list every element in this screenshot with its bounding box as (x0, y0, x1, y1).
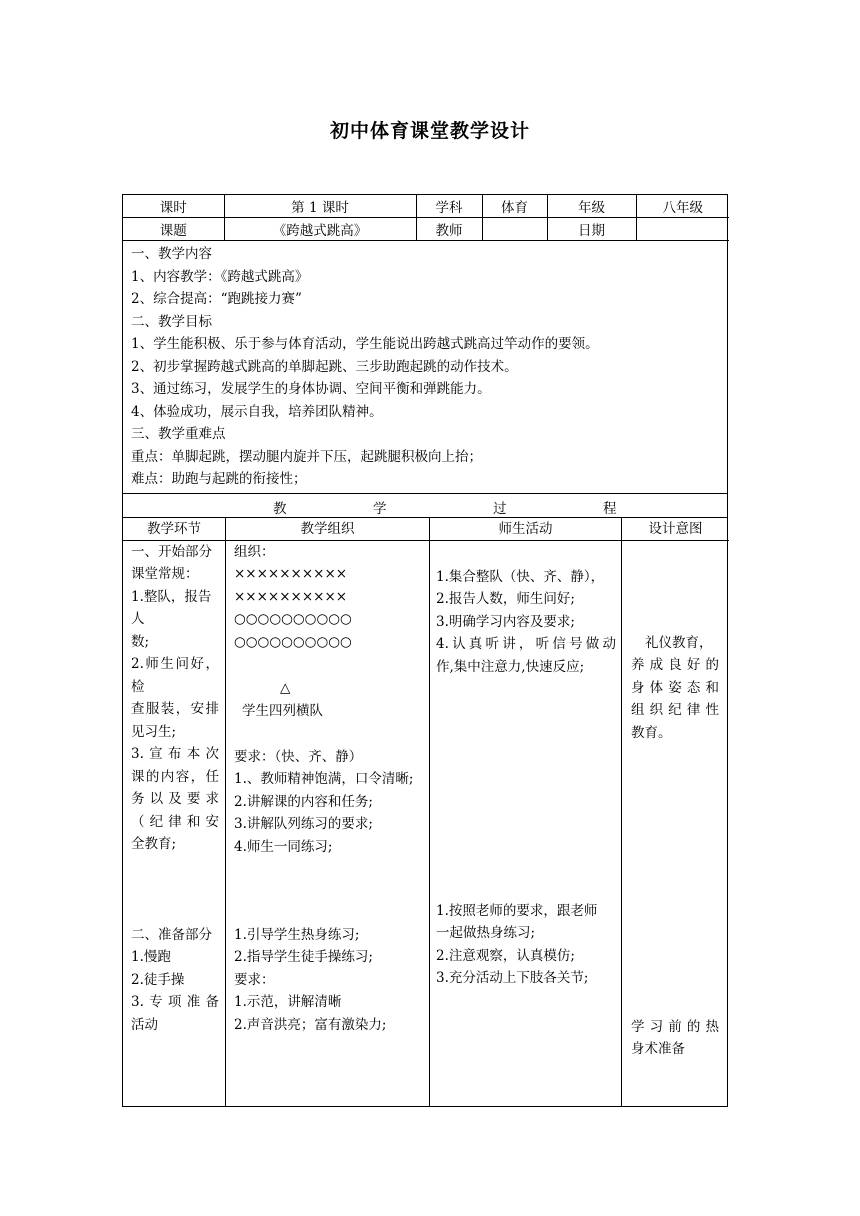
stage-1-line: 1.整队，报告人 (131, 588, 212, 627)
intent-2-line: 身术准备 (631, 1041, 685, 1057)
activity-1-line: 4.认真听讲，听信号做动 (436, 636, 616, 652)
intent-1-line: 教育。 (631, 724, 672, 741)
stage-2-text (131, 924, 219, 1037)
column-header-organization: 教学组织 (226, 518, 429, 541)
process-char: 学 (373, 500, 387, 517)
teacher-position-triangle: △ (280, 679, 291, 696)
intent-1-line: 礼仪教育， (645, 634, 713, 651)
org-2-line: 要求： (234, 971, 275, 988)
stage-1-line: 查服装，安排 (131, 701, 219, 717)
activity-2-line: 2.注意观察，认真模仿; (436, 947, 575, 964)
activity-1-line: 1.集合整队（快、齐、静）， (436, 568, 605, 585)
org-line: ○○○○○○○○○○ (234, 633, 352, 650)
column-header-activity: 师生活动 (430, 518, 621, 541)
intent-2-text (631, 1016, 719, 1061)
activity-2-line: 一起做热身练习; (436, 925, 536, 941)
formation-caption: 学生四列横队 (242, 702, 323, 719)
value-teacher (482, 218, 547, 241)
content-line: 1、内容教学：《跨越式跳高》 (131, 268, 309, 285)
column-activity (430, 518, 622, 1106)
header-row-2 (123, 218, 729, 241)
req-line: 1.、教师精神饱满，口令清晰; (234, 771, 414, 787)
intent-1-line: 身体姿态和 (631, 679, 719, 696)
stage-2-line: 二、准备部分 (131, 926, 212, 943)
activity-1-text (436, 566, 616, 679)
value-date (636, 218, 729, 241)
intent-1-text (631, 632, 719, 745)
req-line: 要求：（快、齐、静） (234, 748, 363, 765)
activity-1-line: 2.报告人数，师生问好; (436, 591, 575, 607)
org-1-formation (234, 541, 352, 654)
intent-1-line: 养成良好的 (631, 657, 719, 673)
activity-1-line: 3.明确学习内容及要求; (436, 613, 575, 630)
content-line: 1、学生能积极、乐于参与体育活动，学生能说出跨越式跳高过竿动作的要领。 (131, 336, 599, 352)
stage-1-line: 务以及要求 (131, 791, 219, 807)
stage-1-line: 课的内容，任 (131, 768, 219, 785)
content-line: 4、体验成功，展示自我，培养团队精神。 (131, 403, 383, 420)
req-line: 3.讲解队列练习的要求; (234, 816, 373, 832)
column-organization (226, 518, 430, 1106)
org-1-requirements (234, 746, 413, 859)
label-teacher: 教师 (416, 218, 482, 241)
value-subject: 体育 (482, 195, 547, 218)
process-char: 过 (493, 500, 507, 517)
header-row-1 (123, 195, 729, 218)
process-char: 程 (603, 500, 617, 517)
page-title: 初中体育课堂教学设计 (329, 120, 530, 142)
content-line: 难点：助跑与起跳的衔接性； (131, 471, 307, 487)
stage-2-line: 活动 (131, 1016, 158, 1033)
org-2-line: 2.声音洪亮；富有激染力; (234, 1016, 387, 1033)
value-topic: 《跨越式跳高》 (224, 218, 416, 241)
stage-1-line: 课堂常规： (131, 566, 199, 582)
org-2-line: 1.示范，讲解清晰 (234, 994, 342, 1010)
org-line: ×××××××××× (234, 566, 348, 582)
org-line: ○○○○○○○○○○ (234, 611, 352, 627)
activity-1-line: 作,集中注意力,快速反应; (436, 658, 585, 675)
activity-2-line: 3.充分活动上下肢各关节; (436, 970, 589, 986)
content-line: 2、初步掌握跨越式跳高的单脚起跳、三步助跑起跳的动作技术。 (131, 358, 518, 375)
org-line: 组织： (234, 543, 275, 560)
value-grade: 八年级 (636, 195, 729, 218)
column-header-stage: 教学环节 (123, 518, 225, 541)
org-2-line: 1.引导学生热身练习; (234, 926, 360, 943)
activity-2-line: 1.按照老师的要求，跟老师 (436, 902, 598, 919)
label-date: 日期 (547, 218, 636, 241)
teaching-content-block (123, 241, 727, 493)
column-stage (123, 518, 226, 1106)
stage-1-line: 3.宣布本次 (131, 746, 219, 762)
content-line: 重点：单脚起跳，摆动腿内旋并下压，起跳腿积极向上抬； (131, 448, 482, 465)
column-intent (622, 518, 729, 1106)
stage-1-line: （纪律和安 (131, 813, 219, 830)
req-line: 2.讲解课的内容和任务; (234, 793, 373, 810)
column-header-intent: 设计意图 (622, 518, 729, 541)
label-grade: 年级 (547, 195, 636, 218)
lesson-header-table (122, 194, 728, 1107)
org-2-text (234, 924, 386, 1037)
stage-2-line: 2.徒手操 (131, 971, 185, 988)
org-2-line: 2.指导学生徒手操练习; (234, 949, 373, 965)
content-line: 三、教学重难点 (131, 426, 226, 442)
stage-1-line: 见习生; (131, 723, 177, 740)
content-line: 3、通过练习，发展学生的身体协调、空间平衡和弹跳能力。 (131, 381, 491, 397)
stage-2-line: 1.慢跑 (131, 949, 171, 965)
stage-2-line: 3.专项准备 (131, 994, 219, 1010)
value-lesson: 第 1 课时 (224, 195, 416, 218)
content-line: 一、教学内容 (131, 246, 212, 262)
label-subject: 学科 (416, 195, 482, 218)
intent-2-line: 学习前的热 (631, 1018, 719, 1035)
intent-1-line: 组织纪律性 (631, 702, 719, 718)
process-table (123, 518, 727, 1106)
org-line: ×××××××××× (234, 588, 348, 605)
content-line: 2、综合提高：“跑跳接力赛” (131, 291, 302, 307)
label-topic: 课题 (123, 218, 224, 241)
stage-1-line: 全教育; (131, 836, 177, 852)
req-line: 4.师生一同练习; (234, 838, 333, 855)
content-line: 二、教学目标 (131, 313, 212, 330)
process-heading (123, 493, 727, 518)
stage-1-line: 数; (131, 633, 150, 650)
process-char: 教 (273, 500, 287, 517)
stage-1-text (131, 541, 219, 856)
stage-1-line: 一、开始部分 (131, 543, 212, 560)
stage-1-line: 2.师生问好，检 (131, 656, 219, 695)
activity-2-text (436, 900, 616, 990)
label-lesson: 课时 (123, 195, 224, 218)
